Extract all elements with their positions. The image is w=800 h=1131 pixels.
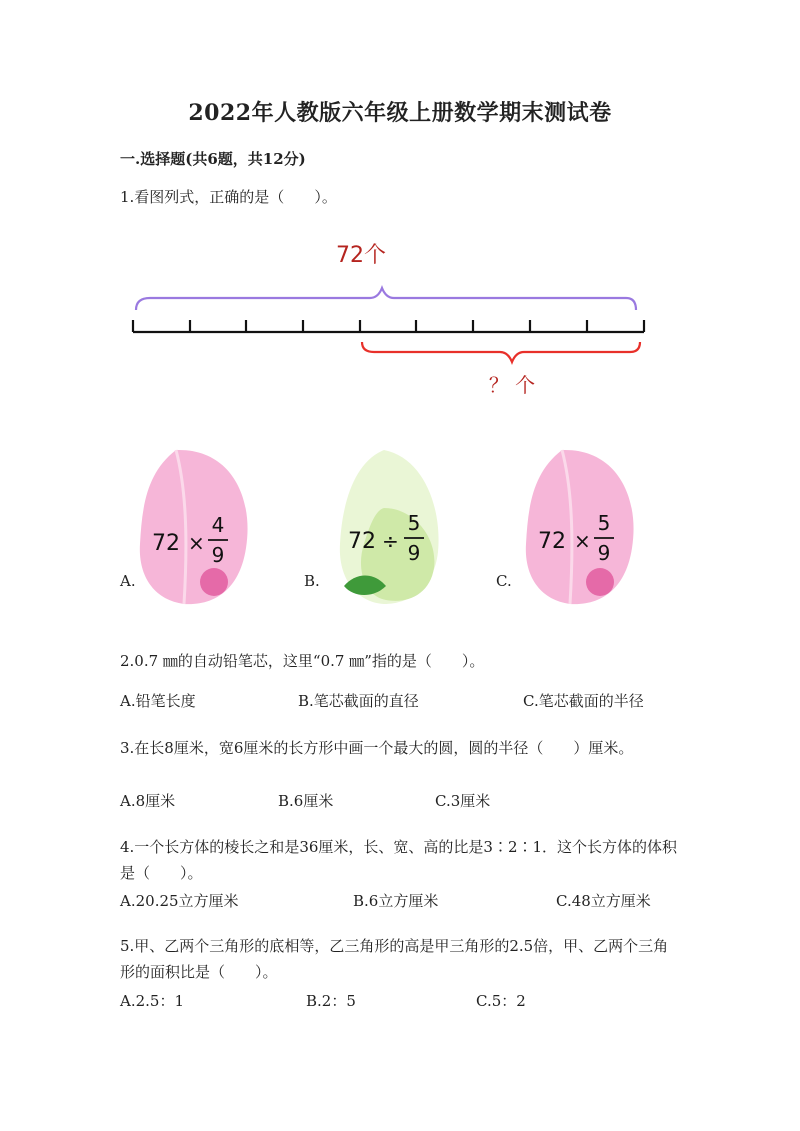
diagram-bottom-label: ？ 个 bbox=[488, 373, 536, 397]
q1-a-whole: 72 bbox=[152, 531, 180, 556]
q4-option-c[interactable]: C.48立方厘米 bbox=[556, 892, 651, 910]
q1-b-operator: ÷ bbox=[382, 529, 399, 553]
q2-option-a[interactable]: A.铅笔长度 bbox=[120, 692, 196, 710]
q1-b-numerator: 5 bbox=[407, 511, 421, 535]
section-heading: 一.选择题(共6题，共12分) bbox=[120, 150, 306, 168]
pink-leaf-icon bbox=[140, 450, 248, 604]
q1-c-operator: × bbox=[574, 529, 591, 553]
diagram-top-label: 72个 bbox=[336, 243, 386, 268]
page-title: 2022年人教版六年级上册数学期末测试卷 bbox=[188, 100, 612, 126]
q1-option-c-label[interactable]: C. bbox=[496, 572, 512, 590]
q5-option-c[interactable]: C.5：2 bbox=[476, 992, 526, 1010]
bottom-brace bbox=[362, 342, 640, 362]
question-3-text: 3.在长8厘米，宽6厘米的长方形中画一个最大的圆，圆的半径（ ）厘米。 bbox=[120, 739, 634, 757]
q2-option-c[interactable]: C.笔芯截面的半径 bbox=[523, 692, 644, 710]
q1-c-denominator: 9 bbox=[597, 541, 611, 565]
question-4-text: 4.一个长方体的棱长之和是36厘米，长、宽、高的比是3∶2∶1．这个长方体的体积是（ ）。 bbox=[120, 838, 678, 882]
q1-a-operator: × bbox=[188, 531, 205, 555]
question-2-text: 2.0.7 ㎜的自动铅笔芯，这里“0.7 ㎜”指的是（ ）。 bbox=[120, 652, 485, 670]
q1-option-a-label[interactable]: A. bbox=[120, 572, 136, 590]
q1-option-b-leaf[interactable] bbox=[334, 448, 444, 608]
q1-b-denominator: 9 bbox=[407, 541, 421, 565]
segment-diagram bbox=[120, 232, 660, 407]
question-1-text: 1.看图列式，正确的是（ ）。 bbox=[120, 188, 337, 206]
q3-option-c[interactable]: C.3厘米 bbox=[435, 792, 491, 810]
top-brace bbox=[136, 288, 636, 310]
q1-option-a-leaf[interactable] bbox=[136, 448, 252, 608]
pink-leaf-icon bbox=[526, 450, 634, 604]
q2-option-b[interactable]: B.笔芯截面的直径 bbox=[298, 692, 419, 710]
q3-option-b[interactable]: B.6厘米 bbox=[278, 792, 334, 810]
question-5-text: 5.甲、乙两个三角形的底相等，乙三角形的高是甲三角形的2.5倍，甲、乙两个三角形的面积比是（ ）。 bbox=[120, 937, 669, 981]
q5-option-b[interactable]: B.2：5 bbox=[306, 992, 356, 1010]
q1-a-numerator: 4 bbox=[211, 513, 225, 537]
q1-c-whole: 72 bbox=[538, 529, 566, 554]
q4-option-b[interactable]: B.6立方厘米 bbox=[353, 892, 439, 910]
q1-option-b-label[interactable]: B. bbox=[304, 572, 320, 590]
q1-a-denominator: 9 bbox=[211, 543, 225, 567]
q5-option-a[interactable]: A.2.5：1 bbox=[120, 992, 184, 1010]
q3-option-a[interactable]: A.8厘米 bbox=[120, 792, 176, 810]
q1-b-whole: 72 bbox=[348, 529, 376, 554]
q4-option-a[interactable]: A.20.25立方厘米 bbox=[120, 892, 239, 910]
q1-option-c-leaf[interactable] bbox=[522, 448, 638, 608]
q1-c-numerator: 5 bbox=[597, 511, 611, 535]
number-line bbox=[133, 320, 644, 332]
